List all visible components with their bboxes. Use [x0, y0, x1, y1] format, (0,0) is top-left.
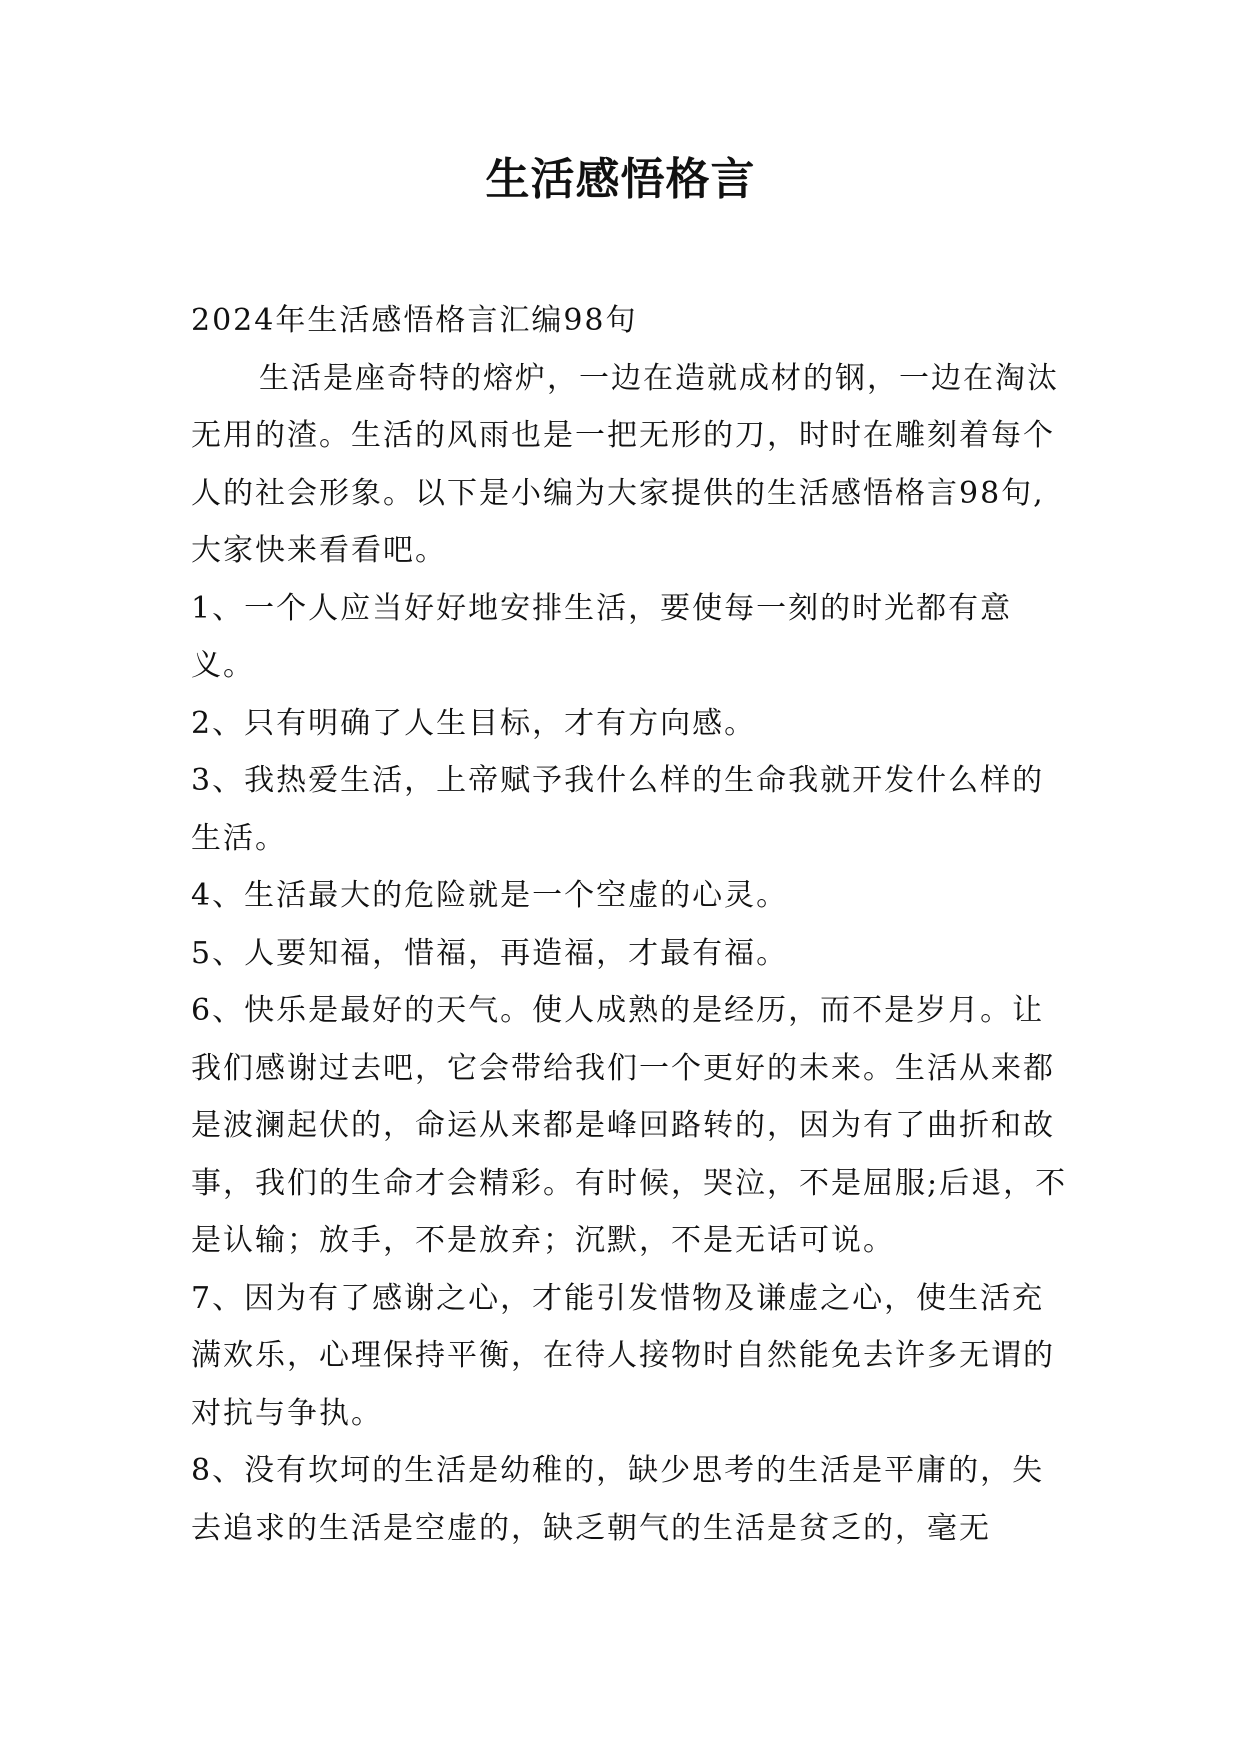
document-body	[191, 292, 1071, 1557]
quote-item-2: 2、只有明确了人生目标，才有方向感。	[191, 705, 757, 741]
intro-paragraph: 生活是座奇特的熔炉，一边在造就成材的钢，一边在淘汰无用的渣。生活的风雨也是一把无形的刀，时时在雕刻着每个人的社会形象。以下是小编为大家提供的生活感悟格言98句,大家快来看看吧。	[191, 360, 1059, 568]
document-title: 生活感悟格言	[485, 154, 756, 205]
quote-item-8: 8、没有坎坷的生活是幼稚的，缺少思考的生活是平庸的，失去追求的生活是空虚的，缺乏朝气的生活是贫乏的，毫无	[191, 1453, 1045, 1546]
quote-item-3: 3、我热爱生活，上帝赋予我什么样的生命我就开发什么样的生活。	[191, 763, 1045, 856]
quote-item-6: 6、快乐是最好的天气。使人成熟的是经历，而不是岁月。让我们感谢过去吧，它会带给我们一个更好的未来。生活从来都是波澜起伏的，命运从来都是峰回路转的，因为有了曲折和故事，我们的生命才会精彩。有时候，哭泣，不是屈服;后退，不是认输；放手，不是放弃；沉默，不是无话可说。	[191, 993, 1068, 1258]
quote-item-7: 7、因为有了感谢之心，才能引发惜物及谦虚之心，使生活充满欢乐，心理保持平衡，在待人接物时自然能免去许多无谓的对抗与争执。	[191, 1280, 1055, 1431]
quote-item-1: 1、一个人应当好好地安排生活，要使每一刻的时光都有意义。	[191, 590, 1013, 683]
quote-item-5: 5、人要知福，惜福，再造福，才最有福。	[191, 935, 789, 971]
document-subtitle: 2024年生活感悟格言汇编98句	[191, 303, 638, 338]
quote-item-4: 4、生活最大的危险就是一个空虚的心灵。	[191, 878, 789, 913]
